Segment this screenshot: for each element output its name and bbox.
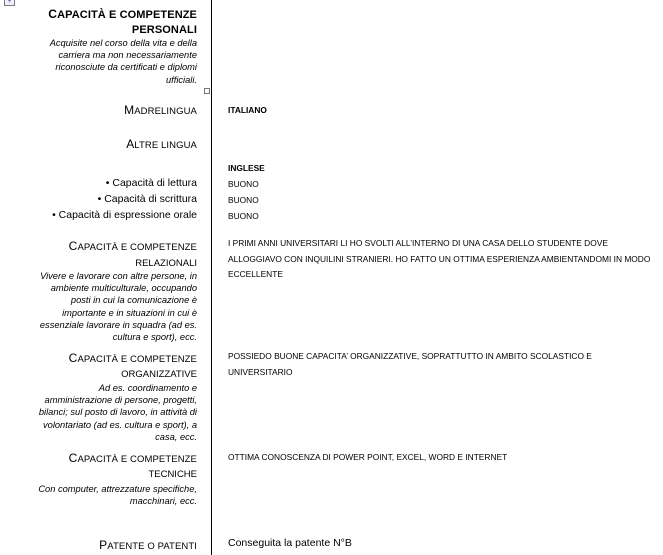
organizzative-description: Ad es. coordinamento e amministrazione di persone, progetti, bilanci; sul posto di lavoro, in attività di volontariato (ad es. cultura e sport), a casa, ecc. xyxy=(38,383,197,442)
language-name: INGLESE xyxy=(228,163,265,173)
column-divider xyxy=(211,0,212,555)
altre-lingua-label: ALTRE LINGUA xyxy=(126,137,197,151)
tecniche-title: CAPACITÀ E COMPETENZE xyxy=(68,451,197,465)
relazionali-value: I PRIMI ANNI UNIVERSITARI LI HO SVOLTI ALL’INTERNO DI UNA CASA DELLO STUDENTE DOVE ALLOGGIAVO CON INQUILINI STRANIERI. HO FATTO UN OTTIMA ESPERIENZA AMBIENTANDOMI IN MODO ECCELLENTE xyxy=(228,238,651,279)
tecniche-description: Con computer, attrezzature specifiche, macchinari, ecc. xyxy=(38,484,197,507)
personal-description: Acquisite nel corso della vita e della carriera ma non necessariamente riconosciute da certificati e diplomi ufficiali. xyxy=(49,38,197,85)
organizzative-value: POSSIEDO BUONE CAPACITA’ ORGANIZZATIVE, SOPRATTUTTO IN AMBITO SCOLASTICO E UNIVERSITARIO xyxy=(228,351,592,377)
relazionali-title-line2: RELAZIONALI xyxy=(135,258,197,269)
end-of-cell-icon xyxy=(204,88,210,94)
skill-value-speaking: BUONO xyxy=(228,211,259,221)
skill-value-writing: BUONO xyxy=(228,195,259,205)
skill-value-reading: BUONO xyxy=(228,179,259,189)
patente-label: PATENTE O PATENTI xyxy=(99,538,197,552)
tecniche-title-line2: TECNICHE xyxy=(148,469,197,480)
table-move-handle-icon[interactable]: + xyxy=(4,0,15,6)
relazionali-description: Vivere e lavorare con altre persone, in ambiente multiculturale, occupando posti in cui la comunicazione è importante e in situazioni in cui è essenziale lavorare in squadra (ad es. cultura e sport), ecc. xyxy=(39,271,197,343)
organizzative-title: CAPACITÀ E COMPETENZE xyxy=(68,351,197,365)
madrelingua-value: ITALIANO xyxy=(228,105,267,115)
madrelingua-label: MADRELINGUA xyxy=(124,103,197,117)
personal-title: CAPACITÀ E COMPETENZE xyxy=(48,7,197,21)
tecniche-value: OTTIMA CONOSCENZA DI POWER POINT, EXCEL, WORD E INTERNET xyxy=(228,452,508,462)
skill-label-writing: • Capacità di scrittura xyxy=(97,193,197,205)
skill-label-speaking: • Capacità di espressione orale xyxy=(52,209,197,221)
personal-title-line2: PERSONALI xyxy=(131,24,197,36)
relazionali-title: CAPACITÀ E COMPETENZE xyxy=(68,239,197,253)
patente-value: Conseguita la patente N°B xyxy=(228,537,352,549)
organizzative-title-line2: ORGANIZZATIVE xyxy=(121,369,197,380)
skill-label-reading: • Capacità di lettura xyxy=(105,177,197,189)
